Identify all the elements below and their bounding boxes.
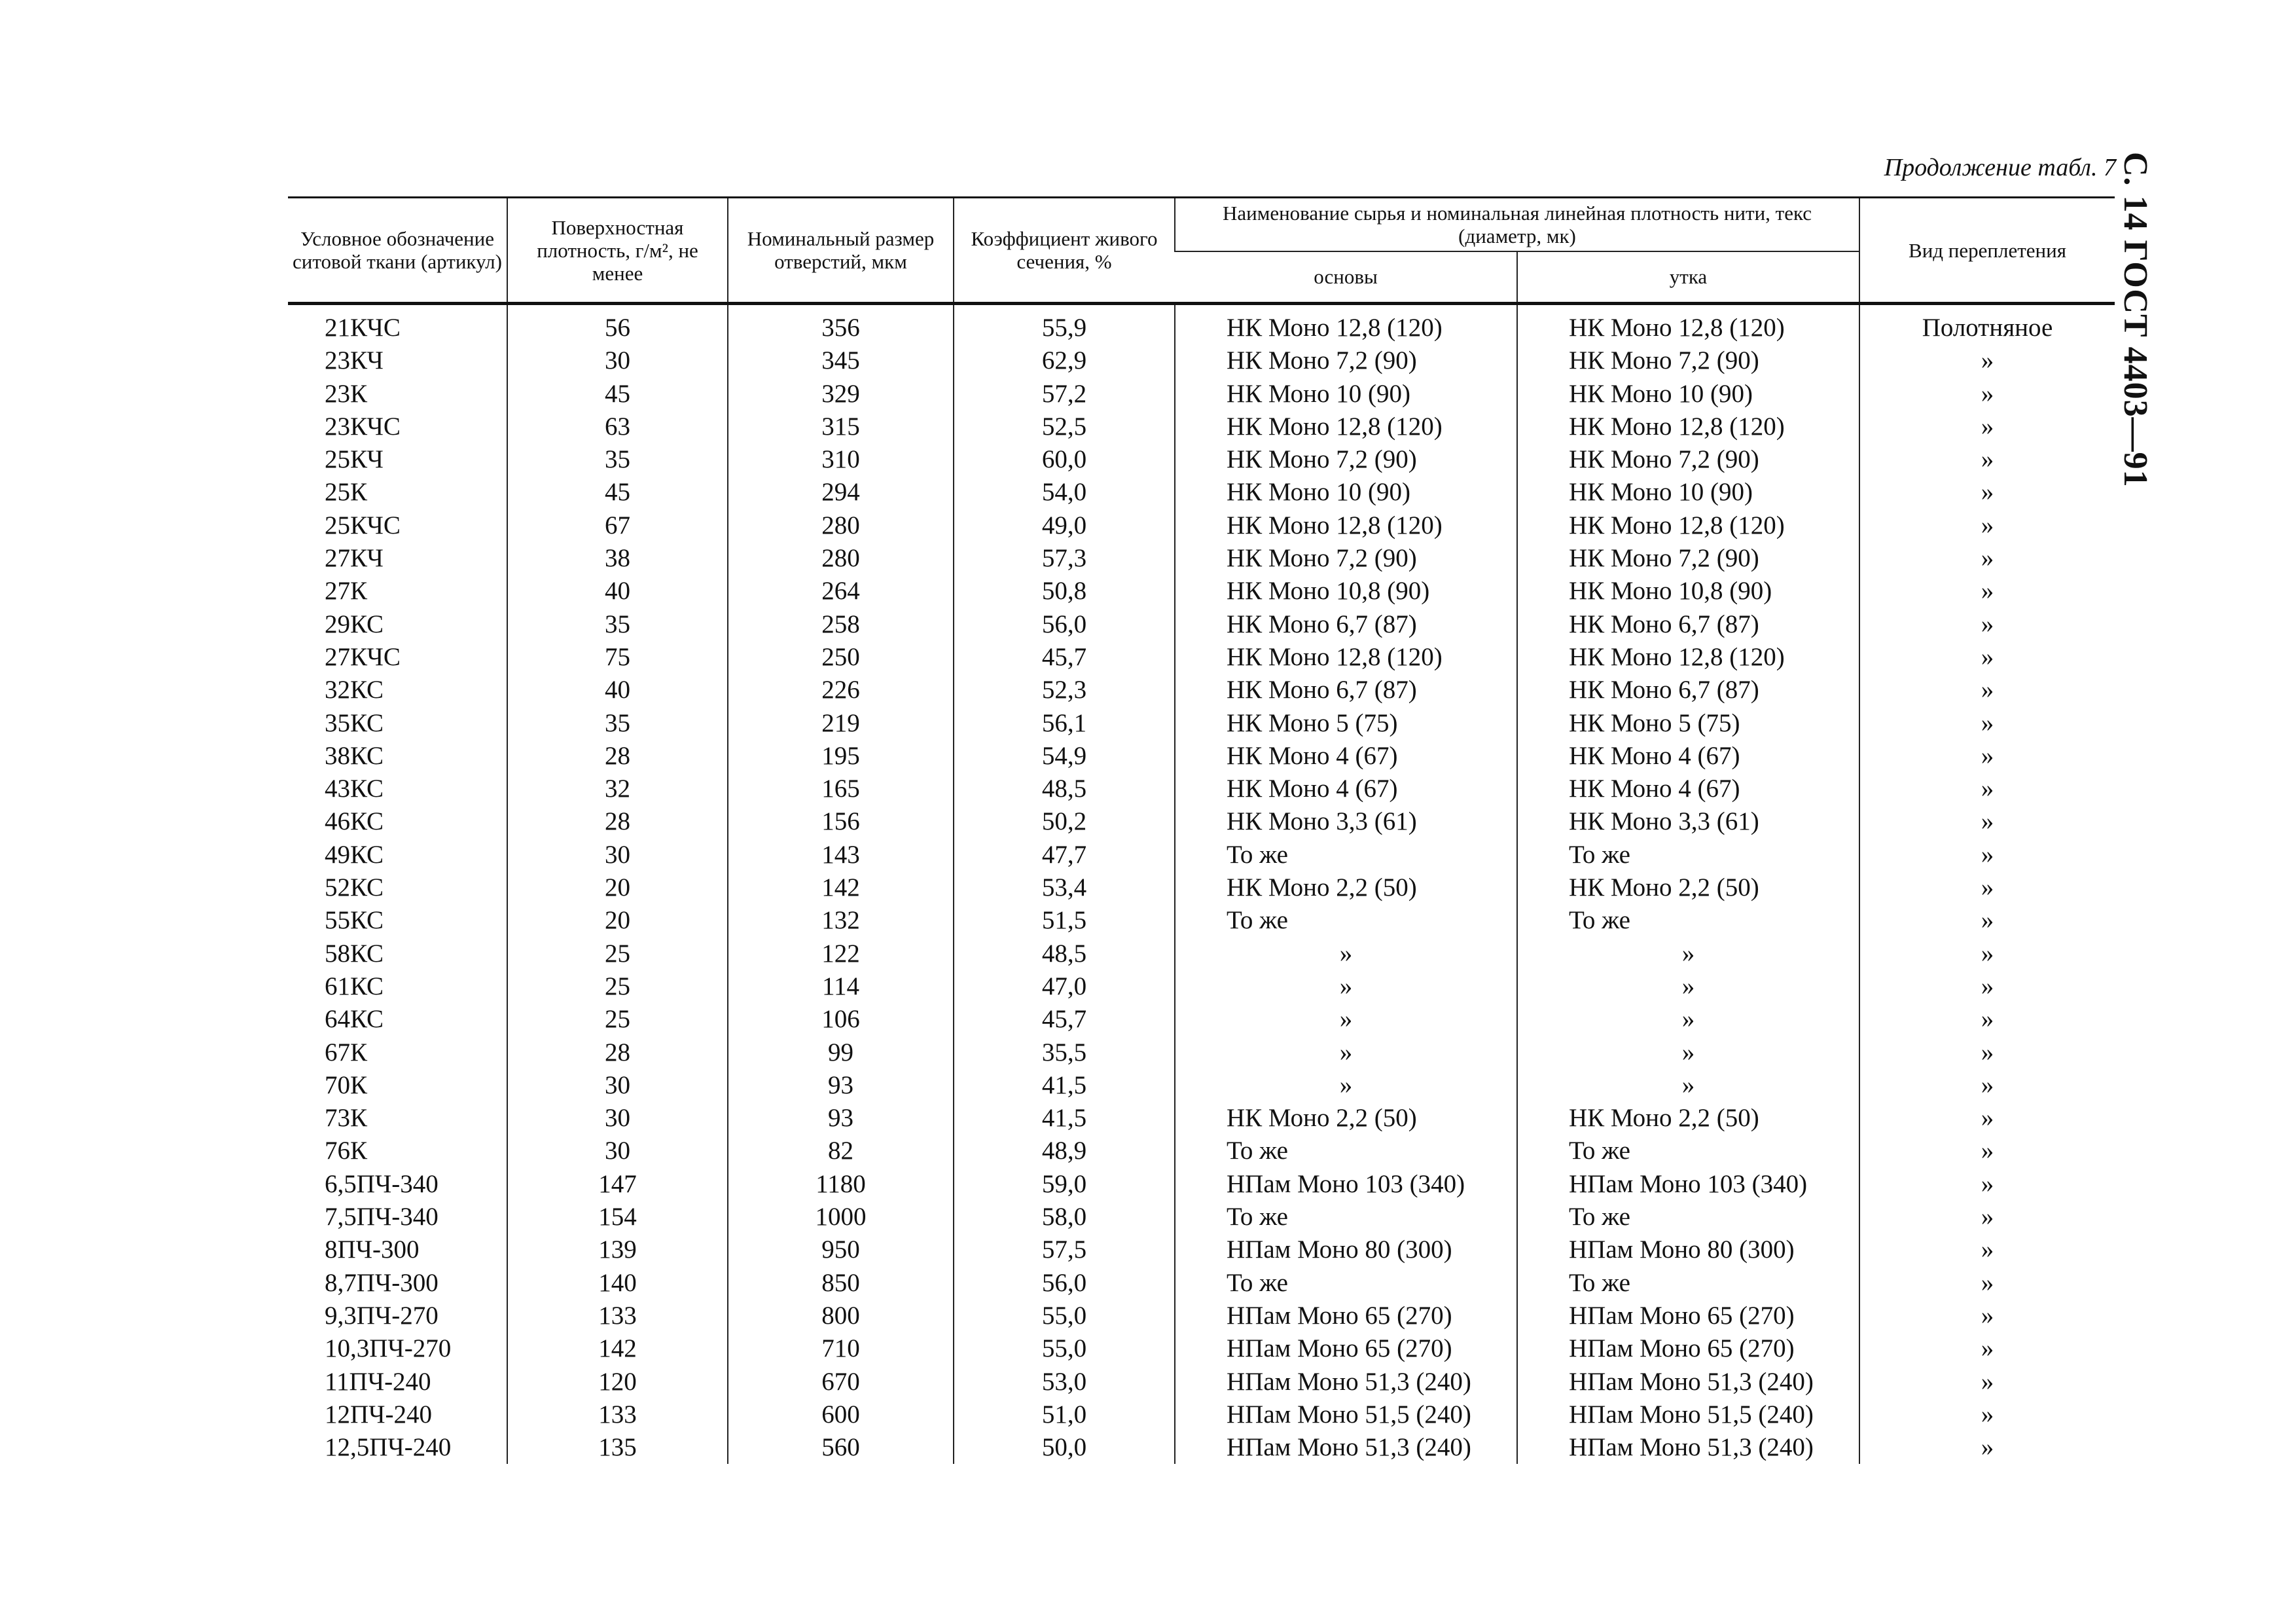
cell-hole-size: 800: [728, 1300, 954, 1332]
cell-open-area: 53,4: [954, 871, 1175, 904]
cell-hole-size: 345: [728, 344, 954, 377]
cell-designation: 49КС: [325, 840, 384, 869]
table-row: [288, 1332, 2115, 1365]
cell-warp: НК Моно 7,2 (90): [1175, 542, 1517, 575]
cell-density: 135: [507, 1431, 728, 1464]
cell-weft: НК Моно 12,8 (120): [1517, 304, 1859, 345]
table-row: [288, 740, 2115, 773]
cell-designation: 6,5ПЧ-340: [325, 1169, 439, 1198]
cell-warp: НК Моно 4 (67): [1175, 740, 1517, 773]
cell-designation: 25К: [325, 478, 368, 507]
cell-designation: 27КЧС: [325, 642, 401, 671]
cell-hole-size: 106: [728, 1003, 954, 1036]
cell-hole-size: 99: [728, 1036, 954, 1069]
header-weave: Вид переплетения: [1859, 198, 2115, 304]
cell-designation: 23КЧ: [325, 346, 384, 375]
cell-weft: НК Моно 12,8 (120): [1517, 641, 1859, 674]
cell-designation: 7,5ПЧ-340: [325, 1203, 439, 1231]
header-open-area: Коэффициент живого сечения, %: [954, 198, 1175, 304]
cell-weave: »: [1859, 1102, 2115, 1135]
page-header-vertical: С. 14 ГОСТ 4403—91: [2117, 152, 2154, 488]
cell-hole-size: 142: [728, 871, 954, 904]
cell-open-area: 62,9: [954, 344, 1175, 377]
cell-open-area: 45,7: [954, 641, 1175, 674]
sieve-fabric-table: [288, 196, 2115, 1464]
cell-warp: НК Моно 10 (90): [1175, 378, 1517, 410]
cell-weave: »: [1859, 970, 2115, 1003]
table-row: [288, 1003, 2115, 1036]
cell-density: 30: [507, 344, 728, 377]
cell-hole-size: 280: [728, 509, 954, 542]
cell-open-area: 57,2: [954, 378, 1175, 410]
cell-warp: НПам Моно 103 (340): [1175, 1168, 1517, 1201]
cell-warp: НК Моно 3,3 (61): [1175, 805, 1517, 838]
cell-open-area: 47,7: [954, 839, 1175, 871]
cell-open-area: 54,9: [954, 740, 1175, 773]
cell-designation: 67К: [325, 1038, 368, 1067]
header-warp: основы: [1175, 251, 1517, 304]
cell-open-area: 60,0: [954, 443, 1175, 476]
cell-density: 30: [507, 1135, 728, 1167]
cell-hole-size: 950: [728, 1233, 954, 1266]
cell-density: 20: [507, 904, 728, 937]
cell-weft: НК Моно 12,8 (120): [1517, 509, 1859, 542]
cell-hole-size: 356: [728, 304, 954, 345]
cell-hole-size: 226: [728, 674, 954, 706]
cell-weft: НПам Моно 65 (270): [1517, 1332, 1859, 1365]
table-row: [288, 509, 2115, 542]
cell-weave: »: [1859, 805, 2115, 838]
header-hole-size: Номинальный размер отверстий, мкм: [728, 198, 954, 304]
table-row: [288, 344, 2115, 377]
cell-hole-size: 294: [728, 476, 954, 509]
table-row: [288, 608, 2115, 641]
cell-warp: НПам Моно 51,5 (240): [1175, 1398, 1517, 1431]
cell-density: 147: [507, 1168, 728, 1201]
cell-warp: »: [1175, 1003, 1517, 1036]
cell-designation: 12ПЧ-240: [325, 1400, 432, 1429]
cell-weave: »: [1859, 509, 2115, 542]
cell-density: 56: [507, 304, 728, 345]
cell-weave: »: [1859, 674, 2115, 706]
cell-weave: »: [1859, 1135, 2115, 1167]
cell-density: 154: [507, 1201, 728, 1233]
cell-weave: »: [1859, 1168, 2115, 1201]
cell-hole-size: 122: [728, 938, 954, 970]
cell-weft: НК Моно 6,7 (87): [1517, 608, 1859, 641]
cell-hole-size: 93: [728, 1102, 954, 1135]
cell-designation: 21КЧС: [325, 314, 401, 342]
cell-designation: 55КС: [325, 906, 384, 935]
cell-designation: 10,3ПЧ-270: [325, 1334, 452, 1363]
cell-weft: НК Моно 4 (67): [1517, 773, 1859, 805]
cell-open-area: 57,3: [954, 542, 1175, 575]
cell-density: 28: [507, 740, 728, 773]
cell-designation: 25КЧС: [325, 511, 401, 539]
table-row: [288, 839, 2115, 871]
cell-density: 35: [507, 443, 728, 476]
cell-warp: НК Моно 5 (75): [1175, 707, 1517, 740]
cell-designation: 23К: [325, 379, 368, 408]
cell-density: 63: [507, 410, 728, 443]
cell-open-area: 50,8: [954, 575, 1175, 608]
cell-weft: »: [1517, 970, 1859, 1003]
cell-weave: »: [1859, 542, 2115, 575]
cell-weave: »: [1859, 1431, 2115, 1464]
cell-weave: »: [1859, 443, 2115, 476]
cell-density: 40: [507, 674, 728, 706]
cell-weft: НПам Моно 103 (340): [1517, 1168, 1859, 1201]
table-row: [288, 805, 2115, 838]
cell-designation: 23КЧС: [325, 412, 401, 441]
cell-hole-size: 264: [728, 575, 954, 608]
cell-open-area: 51,0: [954, 1398, 1175, 1431]
table-row: [288, 1431, 2115, 1464]
cell-density: 30: [507, 1069, 728, 1102]
cell-warp: НПам Моно 80 (300): [1175, 1233, 1517, 1266]
cell-open-area: 41,5: [954, 1069, 1175, 1102]
cell-weave: »: [1859, 641, 2115, 674]
table-row: [288, 410, 2115, 443]
cell-open-area: 47,0: [954, 970, 1175, 1003]
cell-hole-size: 280: [728, 542, 954, 575]
cell-weave: »: [1859, 378, 2115, 410]
cell-hole-size: 143: [728, 839, 954, 871]
cell-warp: НК Моно 10 (90): [1175, 476, 1517, 509]
table-row: [288, 1233, 2115, 1266]
cell-weave: »: [1859, 410, 2115, 443]
cell-weft: НК Моно 4 (67): [1517, 740, 1859, 773]
cell-designation: 12,5ПЧ-240: [325, 1433, 452, 1462]
cell-warp: НК Моно 12,8 (120): [1175, 410, 1517, 443]
cell-designation: 76К: [325, 1137, 368, 1165]
cell-weft: НК Моно 7,2 (90): [1517, 542, 1859, 575]
cell-hole-size: 329: [728, 378, 954, 410]
cell-open-area: 48,9: [954, 1135, 1175, 1167]
cell-hole-size: 165: [728, 773, 954, 805]
cell-weave: »: [1859, 1036, 2115, 1069]
cell-open-area: 51,5: [954, 904, 1175, 937]
cell-weft: То же: [1517, 1267, 1859, 1300]
cell-warp: »: [1175, 1036, 1517, 1069]
cell-warp: НК Моно 2,2 (50): [1175, 1102, 1517, 1135]
cell-designation: 46КС: [325, 807, 384, 836]
cell-hole-size: 1180: [728, 1168, 954, 1201]
cell-designation: 58КС: [325, 939, 384, 968]
cell-weft: НК Моно 6,7 (87): [1517, 674, 1859, 706]
cell-warp: НК Моно 7,2 (90): [1175, 443, 1517, 476]
cell-weave: »: [1859, 1233, 2115, 1266]
header-material: Наименование сырья и номинальная линейная плотность нити, текс (диаметр, мк): [1175, 198, 1859, 251]
cell-hole-size: 1000: [728, 1201, 954, 1233]
cell-density: 133: [507, 1300, 728, 1332]
cell-designation: 70К: [325, 1070, 368, 1099]
cell-warp: НК Моно 6,7 (87): [1175, 674, 1517, 706]
cell-warp: НПам Моно 51,3 (240): [1175, 1366, 1517, 1398]
cell-hole-size: 114: [728, 970, 954, 1003]
cell-warp: То же: [1175, 1267, 1517, 1300]
cell-weft: НПам Моно 80 (300): [1517, 1233, 1859, 1266]
cell-designation: 27К: [325, 577, 368, 606]
cell-weave: »: [1859, 476, 2115, 509]
cell-weft: НПам Моно 51,5 (240): [1517, 1398, 1859, 1431]
cell-open-area: 49,0: [954, 509, 1175, 542]
table-row: [288, 871, 2115, 904]
cell-open-area: 50,2: [954, 805, 1175, 838]
cell-weave: »: [1859, 773, 2115, 805]
cell-warp: »: [1175, 970, 1517, 1003]
table-row: [288, 970, 2115, 1003]
cell-weft: НК Моно 2,2 (50): [1517, 871, 1859, 904]
cell-warp: НК Моно 2,2 (50): [1175, 871, 1517, 904]
cell-weave: »: [1859, 871, 2115, 904]
cell-weave: »: [1859, 1398, 2115, 1431]
cell-density: 35: [507, 608, 728, 641]
table-caption: Продолжение табл. 7: [1884, 154, 2116, 181]
table-row: [288, 378, 2115, 410]
cell-density: 140: [507, 1267, 728, 1300]
cell-weave: »: [1859, 740, 2115, 773]
cell-open-area: 55,9: [954, 304, 1175, 345]
table-row: [288, 1069, 2115, 1102]
cell-open-area: 52,3: [954, 674, 1175, 706]
cell-hole-size: 82: [728, 1135, 954, 1167]
cell-designation: 43КС: [325, 775, 384, 803]
cell-density: 28: [507, 1036, 728, 1069]
cell-designation: 8,7ПЧ-300: [325, 1268, 439, 1297]
cell-designation: 61КС: [325, 972, 384, 1000]
cell-warp: НК Моно 6,7 (87): [1175, 608, 1517, 641]
cell-weave: »: [1859, 1201, 2115, 1233]
cell-weave: »: [1859, 904, 2115, 937]
cell-weft: То же: [1517, 904, 1859, 937]
header-density: Поверхностная плотность, г/м², не менее: [507, 198, 728, 304]
cell-weft: То же: [1517, 1135, 1859, 1167]
cell-warp: НК Моно 10,8 (90): [1175, 575, 1517, 608]
cell-warp: »: [1175, 938, 1517, 970]
table-row: [288, 575, 2115, 608]
cell-hole-size: 710: [728, 1332, 954, 1365]
cell-density: 75: [507, 641, 728, 674]
cell-weft: НПам Моно 51,3 (240): [1517, 1366, 1859, 1398]
cell-hole-size: 250: [728, 641, 954, 674]
cell-open-area: 52,5: [954, 410, 1175, 443]
cell-open-area: 48,5: [954, 938, 1175, 970]
table-row: [288, 1300, 2115, 1332]
cell-density: 38: [507, 542, 728, 575]
cell-density: 30: [507, 839, 728, 871]
table-row: [288, 1036, 2115, 1069]
cell-density: 142: [507, 1332, 728, 1365]
table-row: [288, 1201, 2115, 1233]
cell-weft: »: [1517, 1036, 1859, 1069]
cell-designation: 27КЧ: [325, 544, 384, 573]
cell-density: 20: [507, 871, 728, 904]
table-row: [288, 476, 2115, 509]
cell-hole-size: 315: [728, 410, 954, 443]
cell-hole-size: 195: [728, 740, 954, 773]
cell-density: 32: [507, 773, 728, 805]
cell-warp: »: [1175, 1069, 1517, 1102]
cell-designation: 9,3ПЧ-270: [325, 1301, 439, 1330]
cell-designation: 11ПЧ-240: [325, 1367, 431, 1396]
cell-weft: НК Моно 10 (90): [1517, 378, 1859, 410]
cell-warp: НК Моно 12,8 (120): [1175, 304, 1517, 345]
cell-weft: »: [1517, 1003, 1859, 1036]
cell-open-area: 56,1: [954, 707, 1175, 740]
cell-hole-size: 670: [728, 1366, 954, 1398]
cell-hole-size: 156: [728, 805, 954, 838]
cell-hole-size: 132: [728, 904, 954, 937]
cell-density: 25: [507, 938, 728, 970]
cell-weave: »: [1859, 1267, 2115, 1300]
cell-open-area: 41,5: [954, 1102, 1175, 1135]
cell-warp: НК Моно 12,8 (120): [1175, 509, 1517, 542]
cell-warp: НК Моно 4 (67): [1175, 773, 1517, 805]
cell-density: 35: [507, 707, 728, 740]
table-row: [288, 904, 2115, 937]
cell-weave: »: [1859, 1366, 2115, 1398]
table-body: [288, 304, 2115, 1465]
cell-density: 45: [507, 378, 728, 410]
cell-weft: НПам Моно 51,3 (240): [1517, 1431, 1859, 1464]
cell-open-area: 56,0: [954, 1267, 1175, 1300]
cell-weave: »: [1859, 1332, 2115, 1365]
cell-open-area: 58,0: [954, 1201, 1175, 1233]
cell-designation: 32КС: [325, 676, 384, 704]
cell-weft: НПам Моно 65 (270): [1517, 1300, 1859, 1332]
table-row: [288, 1135, 2115, 1167]
cell-density: 30: [507, 1102, 728, 1135]
cell-weave: »: [1859, 839, 2115, 871]
cell-weft: То же: [1517, 1201, 1859, 1233]
cell-weft: НК Моно 7,2 (90): [1517, 344, 1859, 377]
cell-density: 120: [507, 1366, 728, 1398]
table-row: [288, 304, 2115, 345]
cell-density: 28: [507, 805, 728, 838]
cell-weft: НК Моно 12,8 (120): [1517, 410, 1859, 443]
cell-designation: 25КЧ: [325, 445, 384, 474]
cell-open-area: 59,0: [954, 1168, 1175, 1201]
header-designation: Условное обозначение ситовой ткани (артикул): [288, 198, 507, 304]
cell-weft: »: [1517, 938, 1859, 970]
cell-open-area: 45,7: [954, 1003, 1175, 1036]
cell-open-area: 55,0: [954, 1300, 1175, 1332]
cell-warp: НПам Моно 51,3 (240): [1175, 1431, 1517, 1464]
cell-designation: 8ПЧ-300: [325, 1235, 420, 1264]
cell-weave: »: [1859, 575, 2115, 608]
cell-warp: То же: [1175, 904, 1517, 937]
cell-weft: То же: [1517, 839, 1859, 871]
cell-warp: НК Моно 7,2 (90): [1175, 344, 1517, 377]
cell-weave: »: [1859, 344, 2115, 377]
cell-open-area: 55,0: [954, 1332, 1175, 1365]
cell-warp: То же: [1175, 1135, 1517, 1167]
cell-designation: 29КС: [325, 610, 384, 638]
cell-density: 25: [507, 970, 728, 1003]
cell-weft: НК Моно 7,2 (90): [1517, 443, 1859, 476]
cell-density: 40: [507, 575, 728, 608]
cell-open-area: 50,0: [954, 1431, 1175, 1464]
cell-warp: То же: [1175, 839, 1517, 871]
cell-weft: НК Моно 10 (90): [1517, 476, 1859, 509]
table-row: [288, 641, 2115, 674]
table-row: [288, 443, 2115, 476]
table-row: [288, 1267, 2115, 1300]
cell-weft: НК Моно 2,2 (50): [1517, 1102, 1859, 1135]
cell-warp: НПам Моно 65 (270): [1175, 1332, 1517, 1365]
cell-warp: То же: [1175, 1201, 1517, 1233]
cell-open-area: 57,5: [954, 1233, 1175, 1266]
cell-designation: 64КС: [325, 1005, 384, 1034]
cell-hole-size: 600: [728, 1398, 954, 1431]
cell-weave: »: [1859, 608, 2115, 641]
table-row: [288, 1398, 2115, 1431]
cell-hole-size: 93: [728, 1069, 954, 1102]
cell-weave: »: [1859, 938, 2115, 970]
table-row: [288, 1366, 2115, 1398]
cell-hole-size: 850: [728, 1267, 954, 1300]
cell-weave: »: [1859, 1003, 2115, 1036]
cell-open-area: 35,5: [954, 1036, 1175, 1069]
cell-density: 25: [507, 1003, 728, 1036]
cell-designation: 73К: [325, 1104, 368, 1133]
cell-hole-size: 560: [728, 1431, 954, 1464]
cell-density: 139: [507, 1233, 728, 1266]
cell-weave: »: [1859, 707, 2115, 740]
cell-open-area: 56,0: [954, 608, 1175, 641]
cell-open-area: 48,5: [954, 773, 1175, 805]
table-row: [288, 1102, 2115, 1135]
cell-weave: »: [1859, 1300, 2115, 1332]
cell-open-area: 53,0: [954, 1366, 1175, 1398]
cell-weave: »: [1859, 1069, 2115, 1102]
cell-weft: »: [1517, 1069, 1859, 1102]
cell-density: 67: [507, 509, 728, 542]
cell-open-area: 54,0: [954, 476, 1175, 509]
cell-weft: НК Моно 3,3 (61): [1517, 805, 1859, 838]
cell-weft: НК Моно 10,8 (90): [1517, 575, 1859, 608]
cell-weave: Полотняное: [1859, 304, 2115, 345]
header-weft: утка: [1517, 251, 1859, 304]
cell-hole-size: 310: [728, 443, 954, 476]
cell-weft: НК Моно 5 (75): [1517, 707, 1859, 740]
cell-hole-size: 258: [728, 608, 954, 641]
cell-density: 133: [507, 1398, 728, 1431]
cell-designation: 35КС: [325, 708, 384, 737]
table-row: [288, 938, 2115, 970]
cell-warp: НПам Моно 65 (270): [1175, 1300, 1517, 1332]
table-row: [288, 542, 2115, 575]
table-row: [288, 674, 2115, 706]
cell-designation: 52КС: [325, 873, 384, 902]
table-row: [288, 707, 2115, 740]
cell-designation: 38КС: [325, 741, 384, 770]
table-row: [288, 1168, 2115, 1201]
cell-hole-size: 219: [728, 707, 954, 740]
table-row: [288, 773, 2115, 805]
cell-warp: НК Моно 12,8 (120): [1175, 641, 1517, 674]
cell-density: 45: [507, 476, 728, 509]
